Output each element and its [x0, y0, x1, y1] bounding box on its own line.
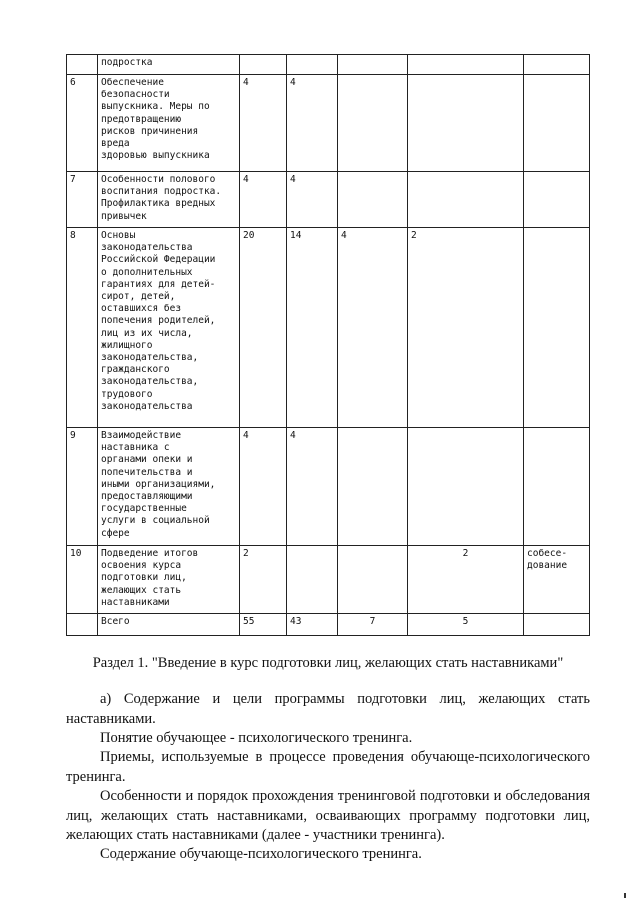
course-plan-table — [66, 54, 590, 636]
control-form — [524, 75, 590, 172]
row-number — [67, 614, 98, 636]
total-label: Всего — [98, 614, 240, 636]
topic-title: Обеспечение безопасности выпускника. Меры по предотвращению рисков причинения вреда здоровью выпускника — [98, 75, 240, 172]
hours-self: 5 — [408, 614, 524, 636]
paragraph-procedure: Особенности и порядок прохождения тренинговой подготовки и обследования лиц, желающих стать наставниками, осваивающих программу подготовки лиц, желающих стать наставниками (далее - участники тренинга). — [66, 788, 590, 844]
hours-lectures: 14 — [287, 228, 338, 428]
hours-lectures — [287, 55, 338, 75]
hours-total: 4 — [240, 428, 287, 546]
table-row-total — [67, 614, 590, 636]
hours-total: 55 — [240, 614, 287, 636]
row-number: 9 — [67, 428, 98, 546]
paragraph-content: Содержание обучающе-психологического тренинга. — [100, 846, 422, 862]
hours-lectures: 43 — [287, 614, 338, 636]
table-row — [67, 546, 590, 614]
hours-lectures: 4 — [287, 75, 338, 172]
hours-lectures: 4 — [287, 172, 338, 228]
hours-total: 20 — [240, 228, 287, 428]
hours-practice: 4 — [338, 228, 408, 428]
section-heading: Раздел 1. "Введение в курс подготовки лиц, желающих стать наставниками" — [92, 655, 564, 671]
hours-self: 2 — [408, 228, 524, 428]
topic-title: Взаимодействие наставника с органами опеки и попечительства и иными организациями, предоставляющими государственные услуги в социальной сфере — [98, 428, 240, 546]
control-form: собесе- дование — [524, 546, 590, 614]
paragraph-methods: Приемы, используемые в процессе проведения обучающе-психологического тренинга. — [66, 749, 590, 785]
hours-lectures — [287, 546, 338, 614]
table-row — [67, 55, 590, 75]
hours-practice — [338, 428, 408, 546]
topic-title: Основы законодательства Российской Федерации о дополнительных гарантиях для детей- сирот, детей, оставшихся без попечения родителей, лиц из их числа, жилищного законодательства, гражданского законодательства, трудового законодательства — [98, 228, 240, 428]
hours-self — [408, 172, 524, 228]
table-row — [67, 228, 590, 428]
control-form — [524, 55, 590, 75]
hours-self — [408, 55, 524, 75]
control-form — [524, 614, 590, 636]
hours-self — [408, 428, 524, 546]
row-number: 8 — [67, 228, 98, 428]
row-number: 7 — [67, 172, 98, 228]
hours-practice — [338, 75, 408, 172]
row-number: 6 — [67, 75, 98, 172]
paragraph-concept: Понятие обучающее - психологического тренинга. — [100, 730, 413, 746]
hours-total: 2 — [240, 546, 287, 614]
hours-practice — [338, 172, 408, 228]
hours-self: 2 — [408, 546, 524, 614]
hours-self — [408, 75, 524, 172]
scan-mark — [624, 893, 626, 898]
row-number: 10 — [67, 546, 98, 614]
hours-practice: 7 — [338, 614, 408, 636]
hours-practice — [338, 546, 408, 614]
table-row — [67, 172, 590, 228]
hours-lectures: 4 — [287, 428, 338, 546]
topic-title: Подведение итогов освоения курса подготовки лиц, желающих стать наставниками — [98, 546, 240, 614]
hours-total — [240, 55, 287, 75]
control-form — [524, 428, 590, 546]
hours-total: 4 — [240, 75, 287, 172]
hours-practice — [338, 55, 408, 75]
topic-title: подростка — [98, 55, 240, 75]
table-row — [67, 428, 590, 546]
row-number — [67, 55, 98, 75]
table-row — [67, 75, 590, 172]
paragraph-a: а) Содержание и цели программы подготовки лиц, желающих стать наставниками. — [66, 691, 590, 727]
control-form — [524, 172, 590, 228]
control-form — [524, 228, 590, 428]
topic-title: Особенности полового воспитания подростка. Профилактика вредных привычек — [98, 172, 240, 228]
hours-total: 4 — [240, 172, 287, 228]
